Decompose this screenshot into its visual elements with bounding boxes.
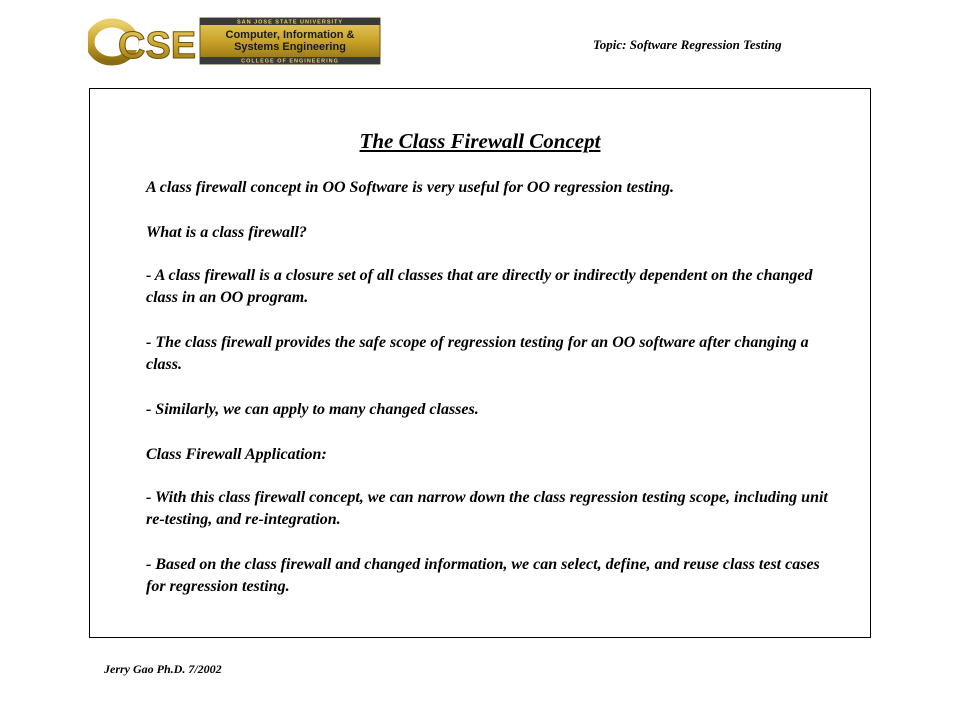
logo-college: COLLEGE OF ENGINEERING	[241, 58, 339, 65]
logo-university: SAN JOSE STATE UNIVERSITY	[236, 19, 344, 26]
cise-logo-graphic	[88, 12, 384, 68]
paragraph-narrow-down: - With this class firewall concept, we can narrow down the class regression testing scope, including unit re-testing, and re-integration.	[146, 489, 828, 528]
paragraph-reuse: - Based on the class firewall and changed information, we can select, define, and reuse class test cases for regression testing.	[146, 556, 820, 595]
slide-content-box	[89, 88, 871, 638]
slide-title: The Class Firewall Concept	[359, 129, 601, 153]
logo-dept-line1: Computer, Information &	[225, 29, 355, 41]
logo-big-text: CSE	[118, 25, 197, 67]
paragraph-definition: - A class firewall is a closure set of all classes that are directly or indirectly dependent on the changed class in an OO program.	[146, 267, 813, 306]
author-footer: Jerry Gao Ph.D. 7/2002	[104, 662, 222, 676]
paragraph-scope: - The class firewall provides the safe scope of regression testing for an OO software after changing a class.	[146, 334, 809, 373]
topic-label: Topic: Software Regression Testing	[593, 37, 782, 52]
paragraph-similarly: - Similarly, we can apply to many changed classes.	[146, 401, 479, 418]
paragraph-intro: A class firewall concept in OO Software is very useful for OO regression testing.	[146, 179, 675, 196]
logo-dept-line2: Systems Engineering	[234, 41, 346, 53]
paragraph-question: What is a class firewall?	[146, 224, 307, 241]
cise-logo	[88, 12, 384, 68]
paragraph-application-heading: Class Firewall Application:	[146, 446, 327, 463]
